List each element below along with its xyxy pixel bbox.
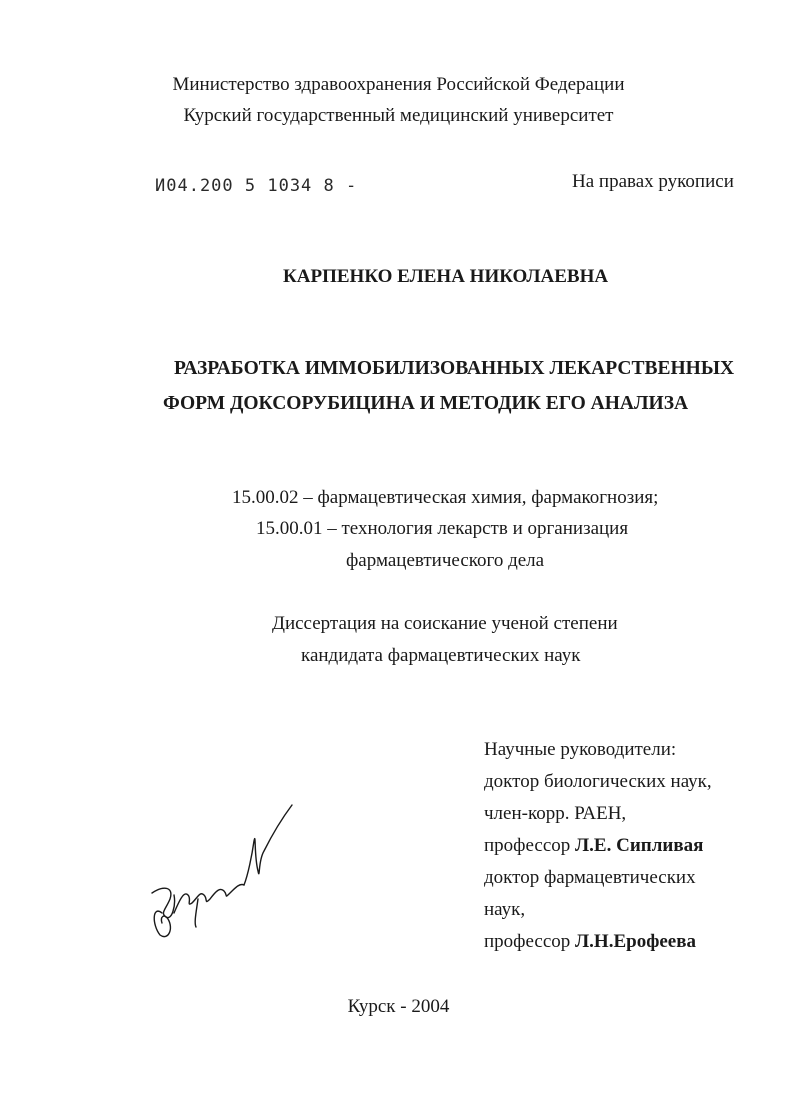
supervisor-2 (484, 930, 696, 954)
ministry-name: Министерство здравоохранения Российской Федерации (172, 74, 625, 95)
supervisor-2-name: Л.Н.Ерофеева (575, 931, 696, 952)
supervisor-2-degree-cont: наук, (484, 899, 526, 920)
specialty-line-2: 15.00.01 – технология лекарств и организация (256, 518, 629, 539)
signature-stroke-circle (154, 911, 170, 936)
rights-note: На правах рукописи (572, 171, 734, 192)
supervisor-1-name: Л.Е. Сипливая (575, 835, 704, 856)
registry-stamp: И04.200 5 1034 8 - (155, 176, 358, 196)
signature-stroke-body (174, 884, 244, 913)
supervisor-1-title: профессор (484, 835, 576, 856)
thesis-title-line-2: ФОРМ ДОКСОРУБИЦИНА И МЕТОДИК ЕГО АНАЛИЗА (163, 393, 689, 414)
degree-line-2: кандидата фармацевтических наук (301, 645, 581, 666)
specialty-line-1: 15.00.02 – фармацевтическая химия, фармакогнозия; (232, 487, 659, 508)
supervisor-1 (484, 834, 703, 858)
supervisors-heading: Научные руководители: (484, 739, 677, 760)
supervisor-2-degree: доктор фармацевтических (484, 867, 696, 888)
university-name: Курский государственный медицинский университет (183, 105, 614, 126)
thesis-title-line-1: РАЗРАБОТКА ИММОБИЛИЗОВАННЫХ ЛЕКАРСТВЕННЫХ (174, 358, 735, 379)
specialty-line-3: фармацевтического дела (346, 550, 545, 571)
signature-stroke-down (195, 899, 198, 927)
supervisor-1-degree: доктор биологических наук, (484, 771, 712, 792)
author-name: КАРПЕНКО ЕЛЕНА НИКОЛАЕВНА (283, 266, 609, 287)
place-and-year: Курск - 2004 (347, 996, 450, 1017)
degree-line-1: Диссертация на соискание ученой степени (272, 613, 618, 634)
handwritten-signature (140, 795, 300, 945)
signature-stroke-tail (244, 805, 292, 885)
supervisor-2-title: профессор (484, 931, 576, 952)
supervisor-1-membership: член-корр. РАЕН, (484, 803, 627, 824)
